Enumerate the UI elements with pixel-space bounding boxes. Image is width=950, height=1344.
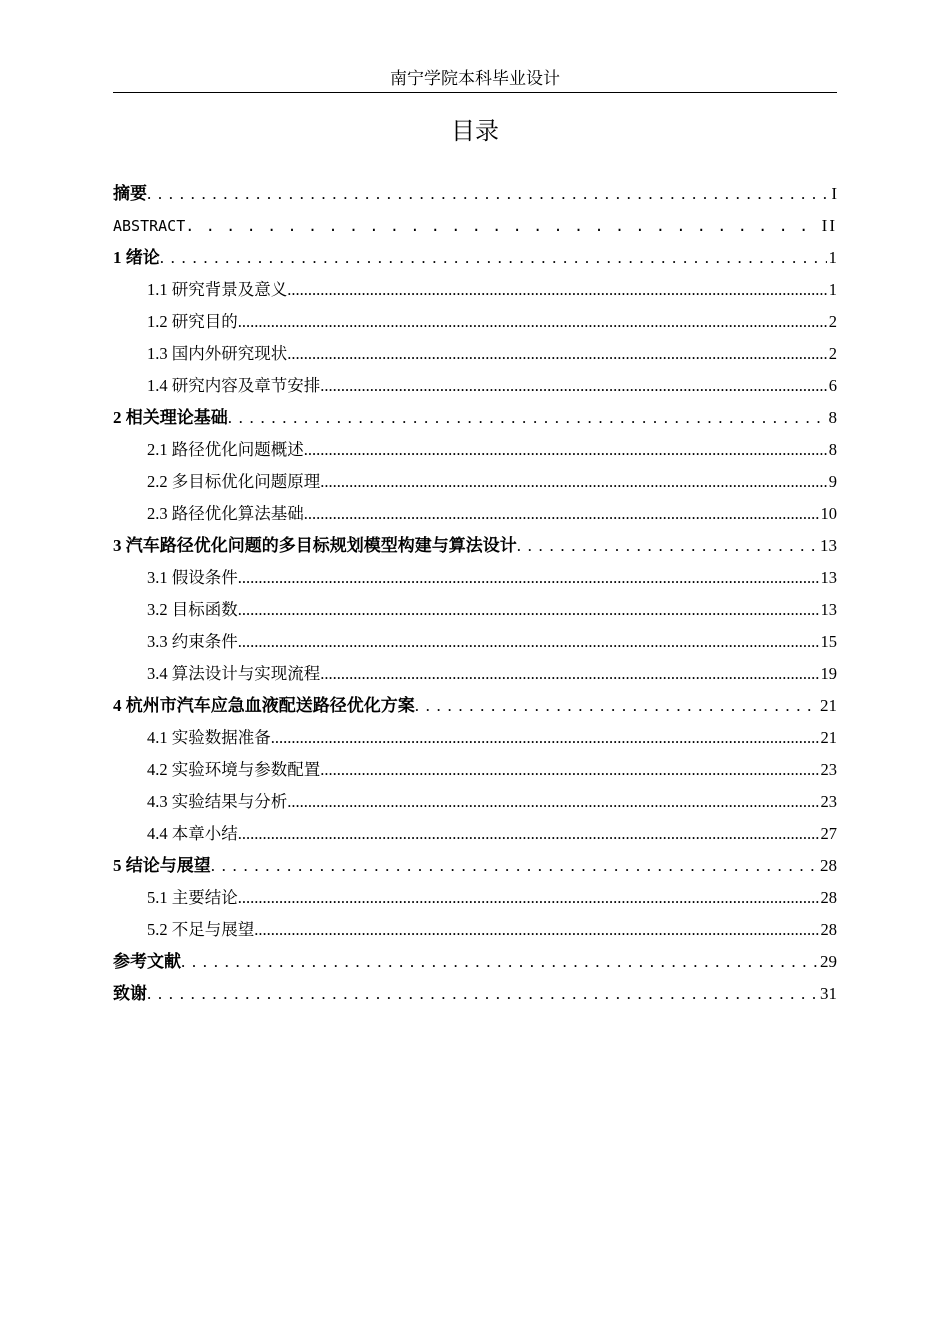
toc-entry-label: 4.4 本章小结 <box>147 824 238 843</box>
toc-entry-label: 2 相关理论基础 <box>113 408 228 427</box>
toc-leader-dots <box>238 306 827 338</box>
toc-entry-section-1-1[interactable] <box>113 274 837 306</box>
toc-page-number: 2 <box>828 344 837 363</box>
toc-entry-acknowledgements[interactable] <box>113 978 837 1010</box>
toc-page-number: 9 <box>828 472 837 491</box>
toc-page-number: 13 <box>820 536 837 555</box>
toc-entry-section-3-1[interactable] <box>113 562 837 594</box>
toc-leader-dots <box>320 658 818 690</box>
toc-entry-section-1-3[interactable] <box>113 338 837 370</box>
toc-page-number: 15 <box>820 632 837 651</box>
toc-leader-dots <box>304 434 827 466</box>
toc-leader-dots <box>320 370 827 402</box>
toc-entry-label: 摘要 <box>113 184 147 203</box>
toc-page-number: 13 <box>820 600 837 619</box>
toc-leader-dots <box>320 754 818 786</box>
toc-entry-label: 参考文献 <box>113 952 181 971</box>
toc-entry-section-4-1[interactable] <box>113 722 837 754</box>
toc-page-number: 28 <box>820 920 837 939</box>
running-header: 南宁学院本科毕业设计 <box>390 69 560 88</box>
toc-entry-label: 1.1 研究背景及意义 <box>147 280 288 299</box>
toc-entry-label: 4 杭州市汽车应急血液配送路径优化方案 <box>113 696 415 715</box>
toc-page-number: 29 <box>820 952 837 971</box>
toc-entry-label: 3 汽车路径优化问题的多目标规划模型构建与算法设计 <box>113 536 517 555</box>
toc-page-number: 23 <box>820 792 837 811</box>
toc-entry-section-4-2[interactable] <box>113 754 837 786</box>
toc-leader-dots <box>320 466 827 498</box>
toc-entry-label: 3.4 算法设计与实现流程 <box>147 664 321 683</box>
toc-entry-label: 4.3 实验结果与分析 <box>147 792 288 811</box>
toc-entry-label: 2.3 路径优化算法基础 <box>147 504 304 523</box>
toc-entry-label: 2.1 路径优化问题概述 <box>147 440 304 459</box>
toc-leader-dots <box>287 338 827 370</box>
toc-entry-label: 5 结论与展望 <box>113 856 211 875</box>
toc-leader-dots <box>254 914 818 946</box>
toc-page-number: 21 <box>820 728 837 747</box>
toc-entry-section-2-3[interactable] <box>113 498 837 530</box>
toc-page-number: 8 <box>828 408 837 427</box>
toc-entry-label: 致谢 <box>113 984 147 1003</box>
toc-entry-section-1-2[interactable] <box>113 306 837 338</box>
toc-page-number: 2 <box>828 312 837 331</box>
toc-entry-chapter-3[interactable] <box>113 530 837 562</box>
toc-entry-section-4-4[interactable] <box>113 818 837 850</box>
toc-page-number: 13 <box>820 568 837 587</box>
toc-entry-label: 3.1 假设条件 <box>147 568 238 587</box>
toc-entry-label: 2.2 多目标优化问题原理 <box>147 472 321 491</box>
toc-entry-section-5-1[interactable] <box>113 882 837 914</box>
toc-entry-label: 3.2 目标函数 <box>147 600 238 619</box>
toc-entry-label: 1 绪论 <box>113 248 160 267</box>
toc-leader-dots <box>228 402 827 434</box>
toc-entry-section-1-4[interactable] <box>113 370 837 402</box>
toc-page-number: 21 <box>820 696 837 715</box>
toc-title: 目录 <box>451 117 499 145</box>
toc-page-number: 6 <box>828 376 837 395</box>
toc-entry-label: 1.3 国内外研究现状 <box>147 344 288 363</box>
toc-entry-section-2-1[interactable] <box>113 434 837 466</box>
toc-page-number: 23 <box>820 760 837 779</box>
toc-entry-section-4-3[interactable] <box>113 786 837 818</box>
toc-leader-dots <box>147 178 829 210</box>
toc-leader-dots <box>238 882 819 914</box>
toc-leader-dots <box>238 626 819 658</box>
header-divider <box>113 92 837 93</box>
toc-page-number: 28 <box>820 888 837 907</box>
toc-entry-label: 3.3 约束条件 <box>147 632 238 651</box>
toc-entry-label: 1.4 研究内容及章节安排 <box>147 376 321 395</box>
toc-page-number: 28 <box>820 856 837 875</box>
toc-leader-dots <box>181 946 818 978</box>
toc-page-number: 1 <box>828 280 837 299</box>
toc-entry-chapter-5[interactable] <box>113 850 837 882</box>
toc-page-number: 8 <box>828 440 837 459</box>
toc-entry-label: 5.2 不足与展望 <box>147 920 255 939</box>
toc-leader-dots <box>271 722 819 754</box>
toc-leader-dots <box>238 594 819 626</box>
toc-leader-dots <box>287 274 827 306</box>
toc-entry-label: 5.1 主要结论 <box>147 888 238 907</box>
toc-leader-dots <box>517 530 818 562</box>
toc-leader-dots <box>304 498 819 530</box>
toc-page-number: 1 <box>828 248 837 267</box>
toc-leader-dots <box>238 562 819 594</box>
toc-page-number: II <box>821 216 837 235</box>
toc-entry-section-3-4[interactable] <box>113 658 837 690</box>
toc-entry-section-5-2[interactable] <box>113 914 837 946</box>
toc-leader-dots <box>211 850 818 882</box>
toc-leader-dots <box>415 690 818 722</box>
toc-entry-label: 4.1 实验数据准备 <box>147 728 271 747</box>
toc-page-number: 19 <box>820 664 837 683</box>
toc-entry-abstract-en[interactable] <box>113 210 837 242</box>
toc-entry-chapter-4[interactable] <box>113 690 837 722</box>
toc-leader-dots <box>147 978 818 1010</box>
toc-page-number: 27 <box>820 824 837 843</box>
toc-entry-section-3-2[interactable] <box>113 594 837 626</box>
toc-entry-chapter-1[interactable] <box>113 242 837 274</box>
toc-leader-dots <box>238 818 819 850</box>
toc-entry-references[interactable] <box>113 946 837 978</box>
toc-entry-section-3-3[interactable] <box>113 626 837 658</box>
toc-entry-label: ABSTRACT <box>113 217 186 235</box>
toc-entry-label: 1.2 研究目的 <box>147 312 238 331</box>
toc-leader-dots <box>287 786 818 818</box>
toc-entry-chapter-2[interactable] <box>113 402 837 434</box>
toc-page-number: 31 <box>820 984 837 1003</box>
toc-entry-section-2-2[interactable] <box>113 466 837 498</box>
toc-page-number: I <box>831 184 837 203</box>
toc-leader-dots <box>160 242 827 274</box>
table-of-contents <box>113 178 837 1010</box>
toc-entry-label: 4.2 实验环境与参数配置 <box>147 760 321 779</box>
toc-page-number: 10 <box>820 504 837 523</box>
toc-entry-abstract-cn[interactable] <box>113 178 837 210</box>
toc-leader-dots <box>185 210 819 242</box>
